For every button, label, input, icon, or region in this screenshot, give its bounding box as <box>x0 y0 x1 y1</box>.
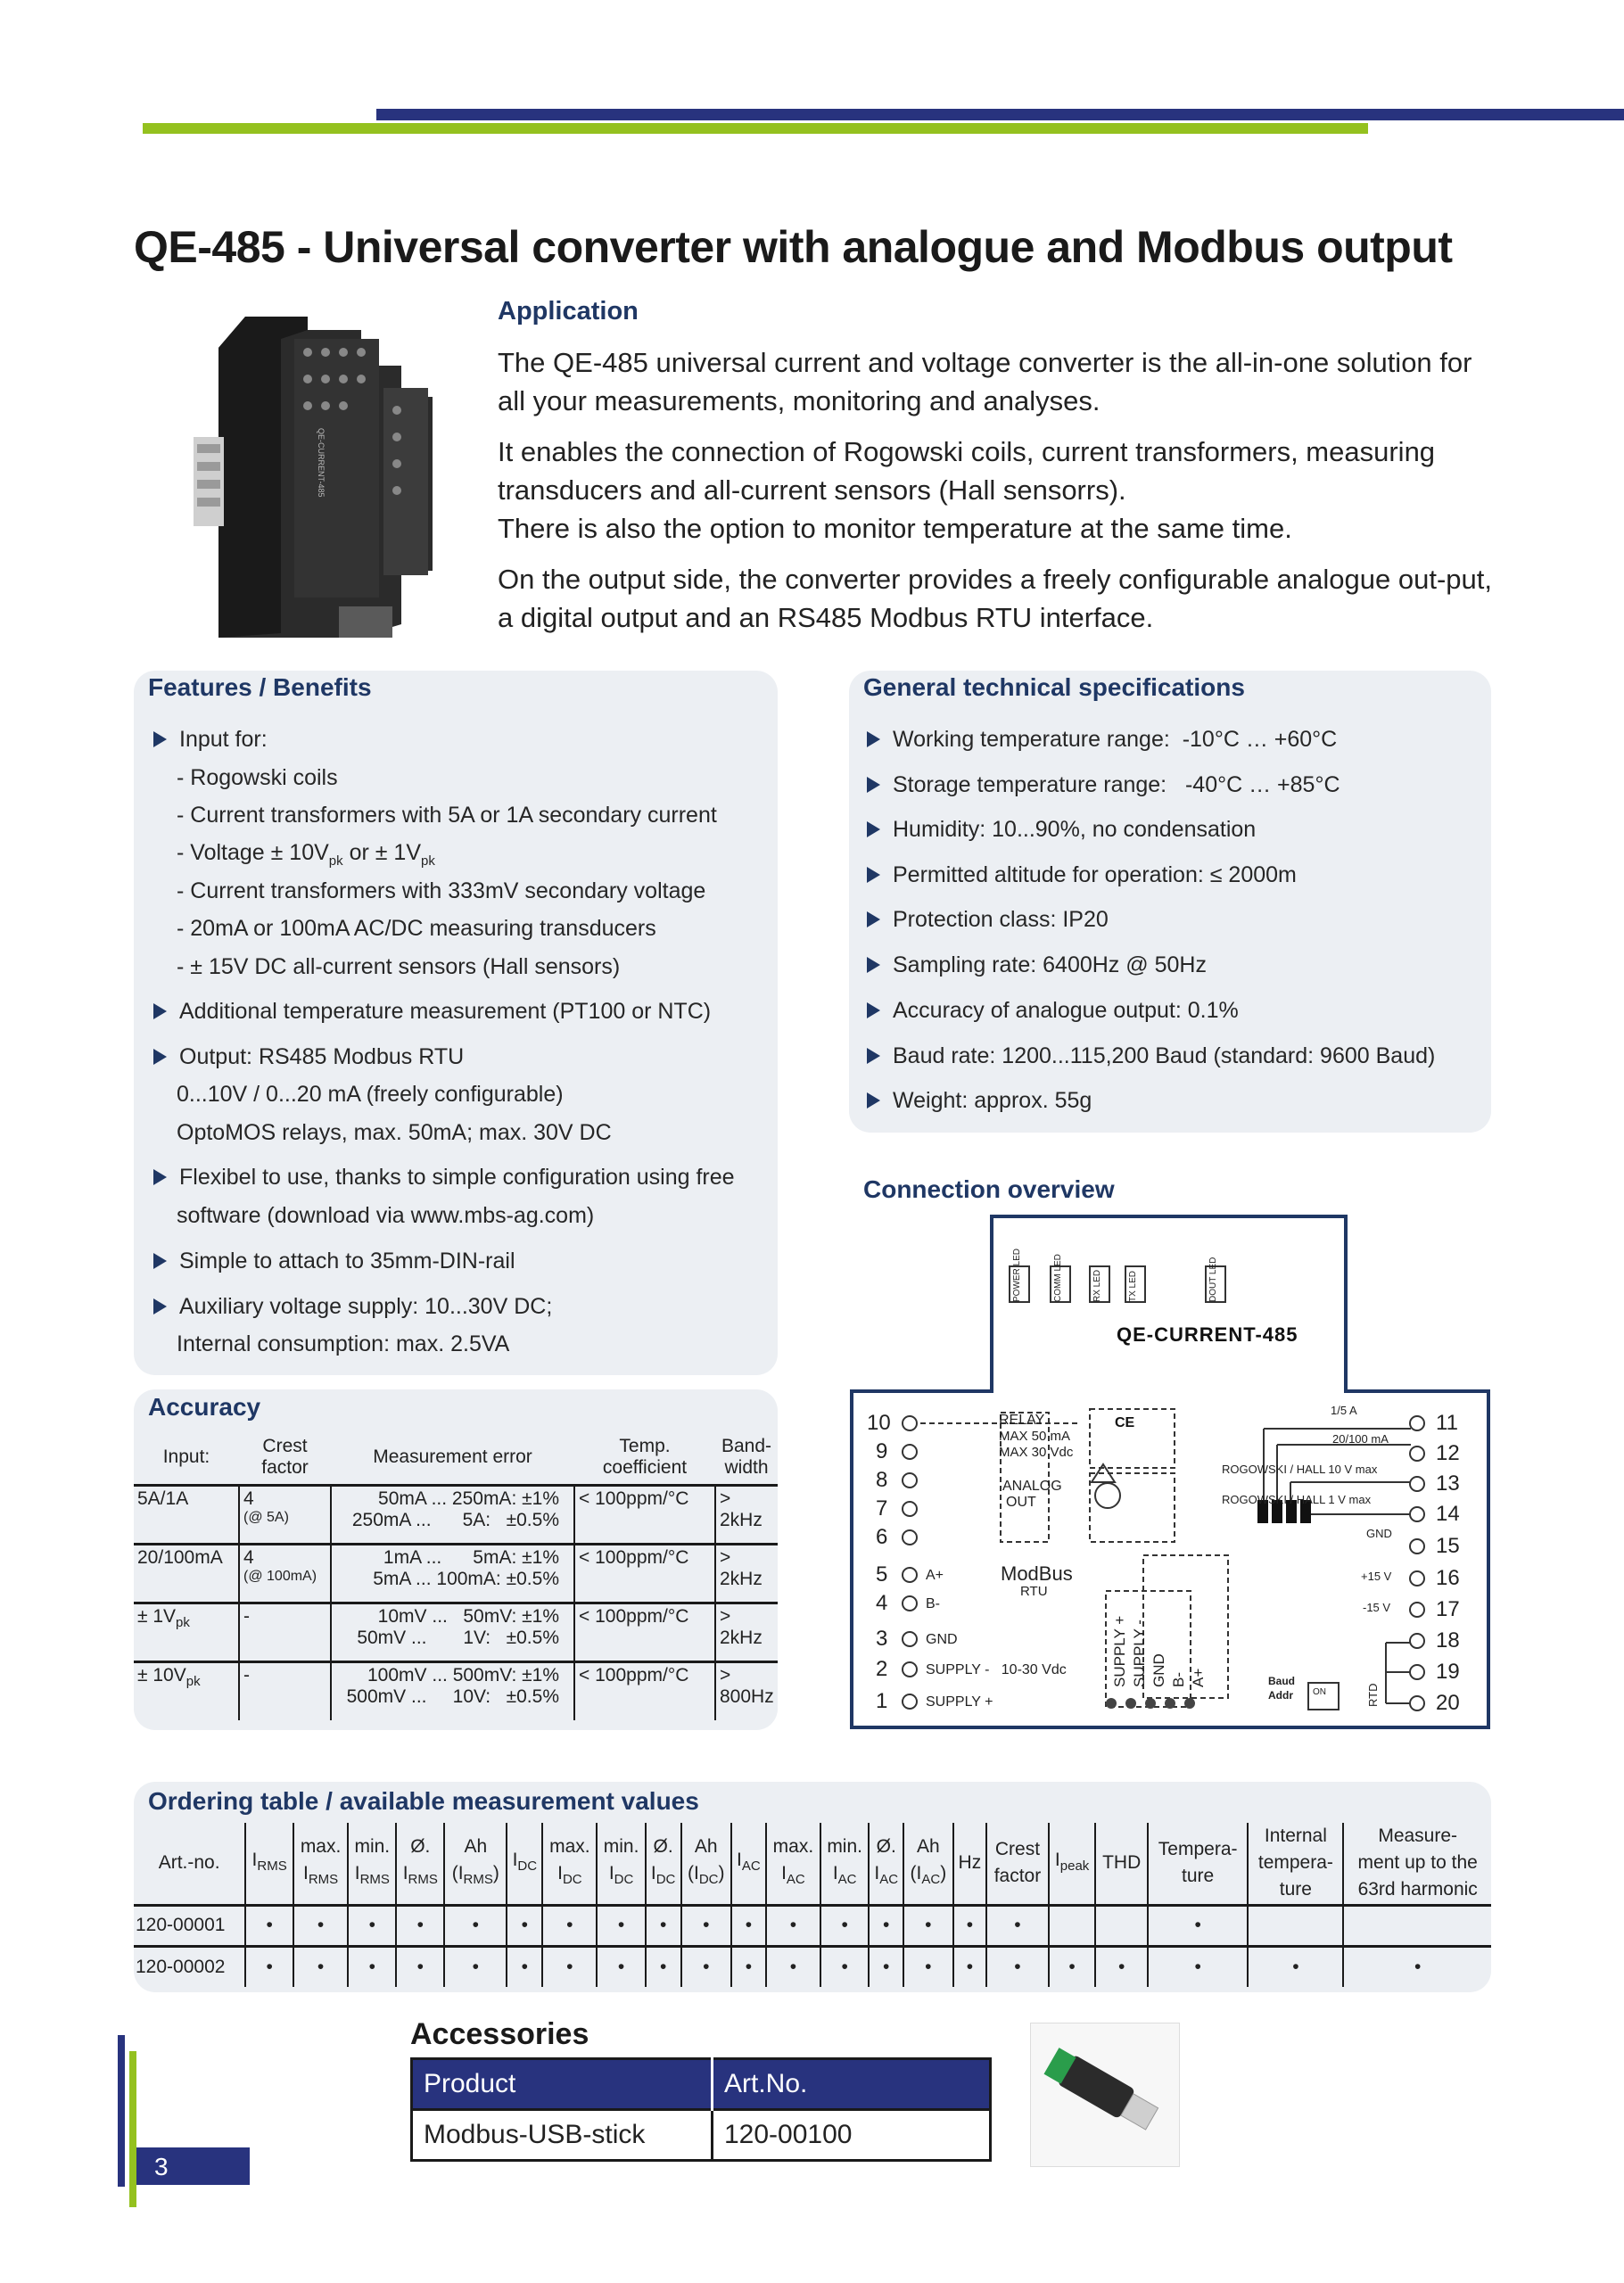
acc-error: 50mA ... 250mA: ±1% 250mA ... 5A: ±0.5% <box>331 1485 574 1544</box>
pin-label: GND <box>926 1632 958 1647</box>
relay-label: MAX 50 mA <box>999 1429 1071 1444</box>
acc-temp: < 100ppm/°C <box>574 1603 715 1661</box>
application-paragraph: It enables the connection of Rogowski coils, current transformers, measuring transducers and all-current sensors (Hall sensorrs). <box>498 436 1436 506</box>
terminal-number: 13 <box>1436 1471 1460 1496</box>
features-heading: Features / Benefits <box>148 673 372 701</box>
feature-sub-item: - Current transformers with 5A or 1A secondary current <box>177 803 717 828</box>
bullet-icon <box>867 957 880 973</box>
terminal-number: 9 <box>876 1439 888 1463</box>
ord-header: Ah $(I_{AC})$ <box>903 1823 952 1905</box>
spec-item: Humidity: 10...90%, no condensation <box>893 817 1257 842</box>
ord-mark: • <box>869 1946 903 1987</box>
terminal-number: 14 <box>1436 1502 1460 1526</box>
relay-label: MAX 30 Vdc <box>999 1445 1074 1460</box>
accuracy-row <box>134 1661 778 1720</box>
terminal-number: 6 <box>876 1525 888 1549</box>
pin-label: SUPPLY - 10-30 Vdc <box>926 1662 1067 1677</box>
feature-input-for: Input for: <box>179 727 268 752</box>
ord-mark <box>1248 1905 1343 1946</box>
vertical-pin-label: SUPPLY - <box>1131 1620 1148 1687</box>
ord-artno: 120-00002 <box>134 1946 245 1987</box>
ord-header: $I_{RMS}$ <box>245 1823 293 1905</box>
ord-mark: • <box>396 1946 444 1987</box>
terminal-number: 5 <box>876 1562 888 1587</box>
pin-label: B- <box>926 1596 940 1611</box>
bullet-icon <box>867 867 880 883</box>
ord-mark: • <box>1148 1946 1249 1987</box>
ord-mark: • <box>731 1946 766 1987</box>
ord-mark: • <box>597 1905 645 1946</box>
ord-mark: • <box>293 1946 348 1987</box>
ord-header: Ø. $I_{RMS}$ <box>396 1823 444 1905</box>
terminal-number: 12 <box>1436 1441 1460 1465</box>
bullet-icon <box>867 1002 880 1018</box>
bullet-icon <box>867 1048 880 1064</box>
ord-header: min. $I_{AC}$ <box>820 1823 869 1905</box>
page-number-box <box>136 2147 250 2185</box>
acc-temp: < 100ppm/°C <box>574 1544 715 1603</box>
ord-mark: • <box>597 1946 645 1987</box>
feature-flexible-line: software (download via www.mbs-ag.com) <box>177 1203 595 1228</box>
ord-header: max. $I_{RMS}$ <box>293 1823 348 1905</box>
acc-header: Crest factor <box>261 1436 309 1479</box>
accessories-header: Product <box>412 2059 713 2110</box>
terminal-number: 11 <box>1436 1411 1458 1435</box>
acc-error: 1mA ... 5mA: ±1% 5mA ... 100mA: ±0.5% <box>331 1544 574 1603</box>
ord-artno: 120-00001 <box>134 1905 245 1946</box>
analog-out-label: OUT <box>1006 1495 1036 1510</box>
ord-header: Hz <box>953 1823 987 1905</box>
accessories-header: Art.No. <box>724 2069 808 2098</box>
accessories-table <box>410 2057 992 2162</box>
ord-mark: • <box>820 1946 869 1987</box>
acc-crest: 4 (@ 5A) <box>239 1485 331 1544</box>
ord-mark: • <box>542 1905 597 1946</box>
led-label: RX LED <box>1092 1269 1102 1302</box>
acc-temp: < 100ppm/°C <box>574 1485 715 1544</box>
bullet-icon <box>867 911 880 927</box>
terminal-number: 16 <box>1436 1566 1460 1590</box>
terminal-number: 2 <box>876 1657 888 1681</box>
acc-band: > 2kHz <box>720 1546 763 1589</box>
bullet-icon <box>153 1003 167 1019</box>
ord-mark: • <box>348 1905 396 1946</box>
ord-mark: • <box>820 1905 869 1946</box>
terminal-number: 18 <box>1436 1628 1460 1652</box>
accuracy-table <box>134 1431 778 1720</box>
accuracy-row <box>134 1544 778 1603</box>
vertical-pin-label: GND <box>1150 1653 1167 1687</box>
ord-header: Measure- ment up to the 63rd harmonic <box>1357 1826 1478 1900</box>
acc-input: 5A/1A <box>134 1485 239 1544</box>
feature-sub-item: - 20mA or 100mA AC/DC measuring transducers <box>177 916 656 941</box>
led-label: DOUT LED <box>1208 1257 1218 1302</box>
input-label: -15 V <box>1363 1601 1391 1614</box>
footer-navy-bar <box>118 2035 125 2187</box>
terminal-number: 15 <box>1436 1534 1460 1558</box>
top-navy-bar <box>376 109 1624 120</box>
feature-din: Simple to attach to 35mm-DIN-rail <box>179 1249 515 1273</box>
analog-out-label: ANALOG <box>1002 1479 1062 1494</box>
acc-error: 100mV ... 500mV: ±1% 500mV ... 10V: ±0.5% <box>331 1661 574 1720</box>
application-paragraph: There is also the option to monitor temperature at the same time. <box>498 513 1292 544</box>
application-paragraph: The QE-485 universal current and voltage converter is the all-in-one solution for all your measurements, monitoring and analyses. <box>498 347 1472 416</box>
terminal-number: 3 <box>876 1627 888 1651</box>
feature-aux-line: Internal consumption: max. 2.5VA <box>177 1331 510 1356</box>
feature-output: Output: RS485 Modbus RTU <box>179 1044 465 1069</box>
acc-input: ± $10V_{pk}$ <box>134 1661 239 1720</box>
ordering-row <box>134 1905 1491 1946</box>
feature-temperature: Additional temperature measurement (PT100 or NTC) <box>179 999 712 1024</box>
acc-header: Measurement error <box>373 1446 532 1468</box>
ord-header: max. $I_{AC}$ <box>766 1823 820 1905</box>
acc-crest: - <box>239 1603 331 1661</box>
input-label: +15 V <box>1361 1570 1392 1583</box>
ord-mark: • <box>766 1946 820 1987</box>
ord-header: $I_{AC}$ <box>731 1823 766 1905</box>
terminal-number: 7 <box>876 1496 888 1521</box>
accessories-heading: Accessories <box>410 2017 589 2051</box>
feature-output-line: 0...10V / 0...20 mA (freely configurable) <box>177 1082 564 1107</box>
spec-item: Baud rate: 1200...115,200 Baud (standard: 9600 Baud) <box>893 1043 1436 1068</box>
terminal-number: 19 <box>1436 1660 1460 1684</box>
ord-mark: • <box>507 1905 542 1946</box>
pin-label: SUPPLY + <box>926 1694 993 1710</box>
acc-crest: 4 (@ 100mA) <box>239 1544 331 1603</box>
terminal-number: 10 <box>867 1411 891 1435</box>
specs-heading: General technical specifications <box>863 673 1245 701</box>
acc-header: Temp. coefficient <box>602 1436 688 1479</box>
acc-band: > 2kHz <box>720 1488 763 1530</box>
ord-header: $I_{DC}$ <box>507 1823 542 1905</box>
application-paragraph: On the output side, the converter provides a freely configurable analogue out-put, a digital output and an RS485 Modbus RTU interface. <box>498 564 1492 633</box>
relay-label: RELAY <box>999 1413 1045 1428</box>
terminal-number: 20 <box>1436 1691 1460 1715</box>
ord-mark <box>1095 1905 1147 1946</box>
vertical-pin-label: A+ <box>1190 1668 1207 1687</box>
ord-header: Internal tempera- ture <box>1248 1823 1343 1905</box>
ord-mark: • <box>953 1905 987 1946</box>
ord-mark: • <box>444 1946 507 1987</box>
addr-label: Addr <box>1268 1689 1293 1702</box>
ord-mark: • <box>681 1905 731 1946</box>
ord-mark: • <box>646 1946 681 1987</box>
ord-header: min. $I_{RMS}$ <box>348 1823 396 1905</box>
application-heading: Application <box>498 297 639 326</box>
terminal-number: 17 <box>1436 1597 1460 1621</box>
terminal-number: 4 <box>876 1591 888 1615</box>
bullet-icon <box>153 1298 167 1315</box>
product-image <box>183 312 450 642</box>
connection-diagram <box>849 1215 1491 1730</box>
device-name: QE-CURRENT-485 <box>1117 1323 1298 1346</box>
input-label: 20/100 mA <box>1332 1432 1389 1446</box>
on-label: ON <box>1313 1687 1326 1697</box>
acc-error: 10mV ... 50mV: ±1% 50mV ... 1V: ±0.5% <box>331 1603 574 1661</box>
led-label: TX LED <box>1128 1270 1138 1302</box>
baud-label: Baud <box>1268 1675 1295 1687</box>
accuracy-row <box>134 1603 778 1661</box>
acc-band: > 2kHz <box>720 1605 763 1648</box>
specs-list <box>867 727 1491 1128</box>
vertical-pin-label: B- <box>1170 1672 1187 1687</box>
bullet-icon <box>153 1169 167 1185</box>
ord-mark <box>1049 1905 1096 1946</box>
ord-mark: • <box>507 1946 542 1987</box>
pin-label: A+ <box>926 1568 944 1583</box>
terminal-number: 1 <box>876 1689 888 1713</box>
ord-header: $I_{peak}$ <box>1049 1823 1096 1905</box>
ordering-heading: Ordering table / available measurement values <box>148 1787 699 1815</box>
spec-item: Permitted altitude for operation: ≤ 2000m <box>893 862 1297 887</box>
application-text <box>498 343 1505 649</box>
ord-mark: • <box>731 1905 766 1946</box>
ord-header: Tempera- ture <box>1148 1823 1249 1905</box>
terminal-number: 8 <box>876 1468 888 1492</box>
ord-header: Ah $(I_{DC})$ <box>681 1823 731 1905</box>
features-list <box>153 727 778 1369</box>
modbus-label: RTU <box>1020 1584 1048 1599</box>
feature-sub-item-voltage: - Voltage ± $10V_{pk}$ or ± $1V_{pk}$ <box>177 840 435 869</box>
page-number: 3 <box>154 2153 169 2180</box>
connection-heading: Connection overview <box>863 1175 1115 1203</box>
bullet-icon <box>153 1049 167 1065</box>
bullet-icon <box>867 777 880 793</box>
feature-aux: Auxiliary voltage supply: 10...30V DC; <box>179 1294 553 1319</box>
ord-mark: • <box>869 1905 903 1946</box>
acc-input: ± $1V_{pk}$ <box>134 1603 239 1661</box>
ord-mark <box>1343 1905 1491 1946</box>
feature-sub-item: - Rogowski coils <box>177 765 338 790</box>
bullet-icon <box>867 821 880 837</box>
usb-stick-image <box>1030 2023 1180 2167</box>
ord-mark: • <box>245 1905 293 1946</box>
input-label: ROGOWSKI / HALL 10 V max <box>1222 1463 1378 1476</box>
accuracy-table-wrap <box>134 1431 778 1720</box>
feature-flexible: Flexibel to use, thanks to simple configuration using free <box>179 1165 735 1190</box>
ord-header-artno: Art.-no. <box>134 1823 245 1905</box>
ord-header: Ah $(I_{RMS})$ <box>444 1823 507 1905</box>
ord-mark: • <box>646 1905 681 1946</box>
ord-mark: • <box>542 1946 597 1987</box>
ord-mark: • <box>444 1905 507 1946</box>
ord-header: THD <box>1095 1823 1147 1905</box>
ord-mark: • <box>1148 1905 1249 1946</box>
acc-input: 20/100mA <box>134 1544 239 1603</box>
ord-mark: • <box>986 1946 1049 1987</box>
acc-header: Input: <box>162 1446 210 1468</box>
input-label: ROGOWSKI / HALL 1 V max <box>1222 1493 1372 1506</box>
ordering-table <box>134 1823 1491 1987</box>
acc-temp: < 100ppm/°C <box>574 1661 715 1720</box>
footer-green-bar <box>129 2051 136 2207</box>
bullet-icon <box>153 1253 167 1269</box>
acc-crest: - <box>239 1661 331 1720</box>
accuracy-heading: Accuracy <box>148 1393 261 1421</box>
ord-mark: • <box>903 1905 952 1946</box>
ordering-table-wrap <box>134 1823 1491 1987</box>
acc-header: Band-width <box>721 1436 772 1479</box>
ord-mark: • <box>1095 1946 1147 1987</box>
input-label: GND <box>1366 1527 1392 1540</box>
ord-mark: • <box>245 1946 293 1987</box>
ord-mark: • <box>293 1905 348 1946</box>
accessories-product: Modbus-USB-stick <box>412 2110 713 2161</box>
feature-sub-item: - Current transformers with 333mV secondary voltage <box>177 878 706 903</box>
ord-header: Ø. $I_{DC}$ <box>646 1823 681 1905</box>
modbus-label: ModBus <box>1001 1562 1073 1585</box>
ord-mark: • <box>953 1946 987 1987</box>
spec-item: Protection class: IP20 <box>893 907 1109 932</box>
spec-item: Working temperature range: -10°C … +60°C <box>893 727 1338 752</box>
bullet-icon <box>867 731 880 747</box>
ord-mark: • <box>396 1905 444 1946</box>
spec-item: Storage temperature range: -40°C … +85°C <box>893 772 1340 797</box>
accuracy-row <box>134 1485 778 1544</box>
accessories-table-wrap <box>410 2057 992 2162</box>
input-label: 1/5 A <box>1331 1404 1357 1417</box>
product-label: QE-CURRENT-485 <box>317 428 326 498</box>
acc-band: > 800Hz <box>720 1664 774 1707</box>
bullet-icon <box>153 731 167 747</box>
ord-mark: • <box>348 1946 396 1987</box>
vertical-pin-label: SUPPLY + <box>1111 1615 1128 1687</box>
accessories-artno: 120-00100 <box>713 2110 991 2161</box>
ord-header: min. $I_{DC}$ <box>597 1823 645 1905</box>
ord-mark: • <box>986 1905 1049 1946</box>
ordering-row <box>134 1946 1491 1987</box>
ord-mark: • <box>681 1946 731 1987</box>
ord-mark: • <box>1049 1946 1096 1987</box>
ord-mark: • <box>766 1905 820 1946</box>
ord-header: Crest factor <box>986 1823 1049 1905</box>
spec-item: Weight: approx. 55g <box>893 1088 1092 1113</box>
ord-mark: • <box>903 1946 952 1987</box>
bullet-icon <box>867 1092 880 1109</box>
ord-header: Ø. $I_{AC}$ <box>869 1823 903 1905</box>
spec-item: Accuracy of analogue output: 0.1% <box>893 998 1239 1023</box>
ord-mark: • <box>1248 1946 1343 1987</box>
ord-header: max. $I_{DC}$ <box>542 1823 597 1905</box>
top-green-bar <box>143 123 1368 134</box>
svg-text:CE: CE <box>1115 1415 1135 1430</box>
ord-mark: • <box>1414 1956 1422 1977</box>
page-title: QE-485 - Universal converter with analogue and Modbus output <box>134 222 1453 272</box>
feature-sub-item: - ± 15V DC all-current sensors (Hall sensors) <box>177 954 621 979</box>
led-label: POWER LED <box>1012 1248 1022 1302</box>
feature-output-line: OptoMOS relays, max. 50mA; max. 30V DC <box>177 1120 612 1145</box>
rtd-label: RTD <box>1366 1683 1380 1707</box>
spec-item: Sampling rate: 6400Hz @ 50Hz <box>893 952 1207 977</box>
led-label: COMM LED <box>1053 1254 1063 1302</box>
